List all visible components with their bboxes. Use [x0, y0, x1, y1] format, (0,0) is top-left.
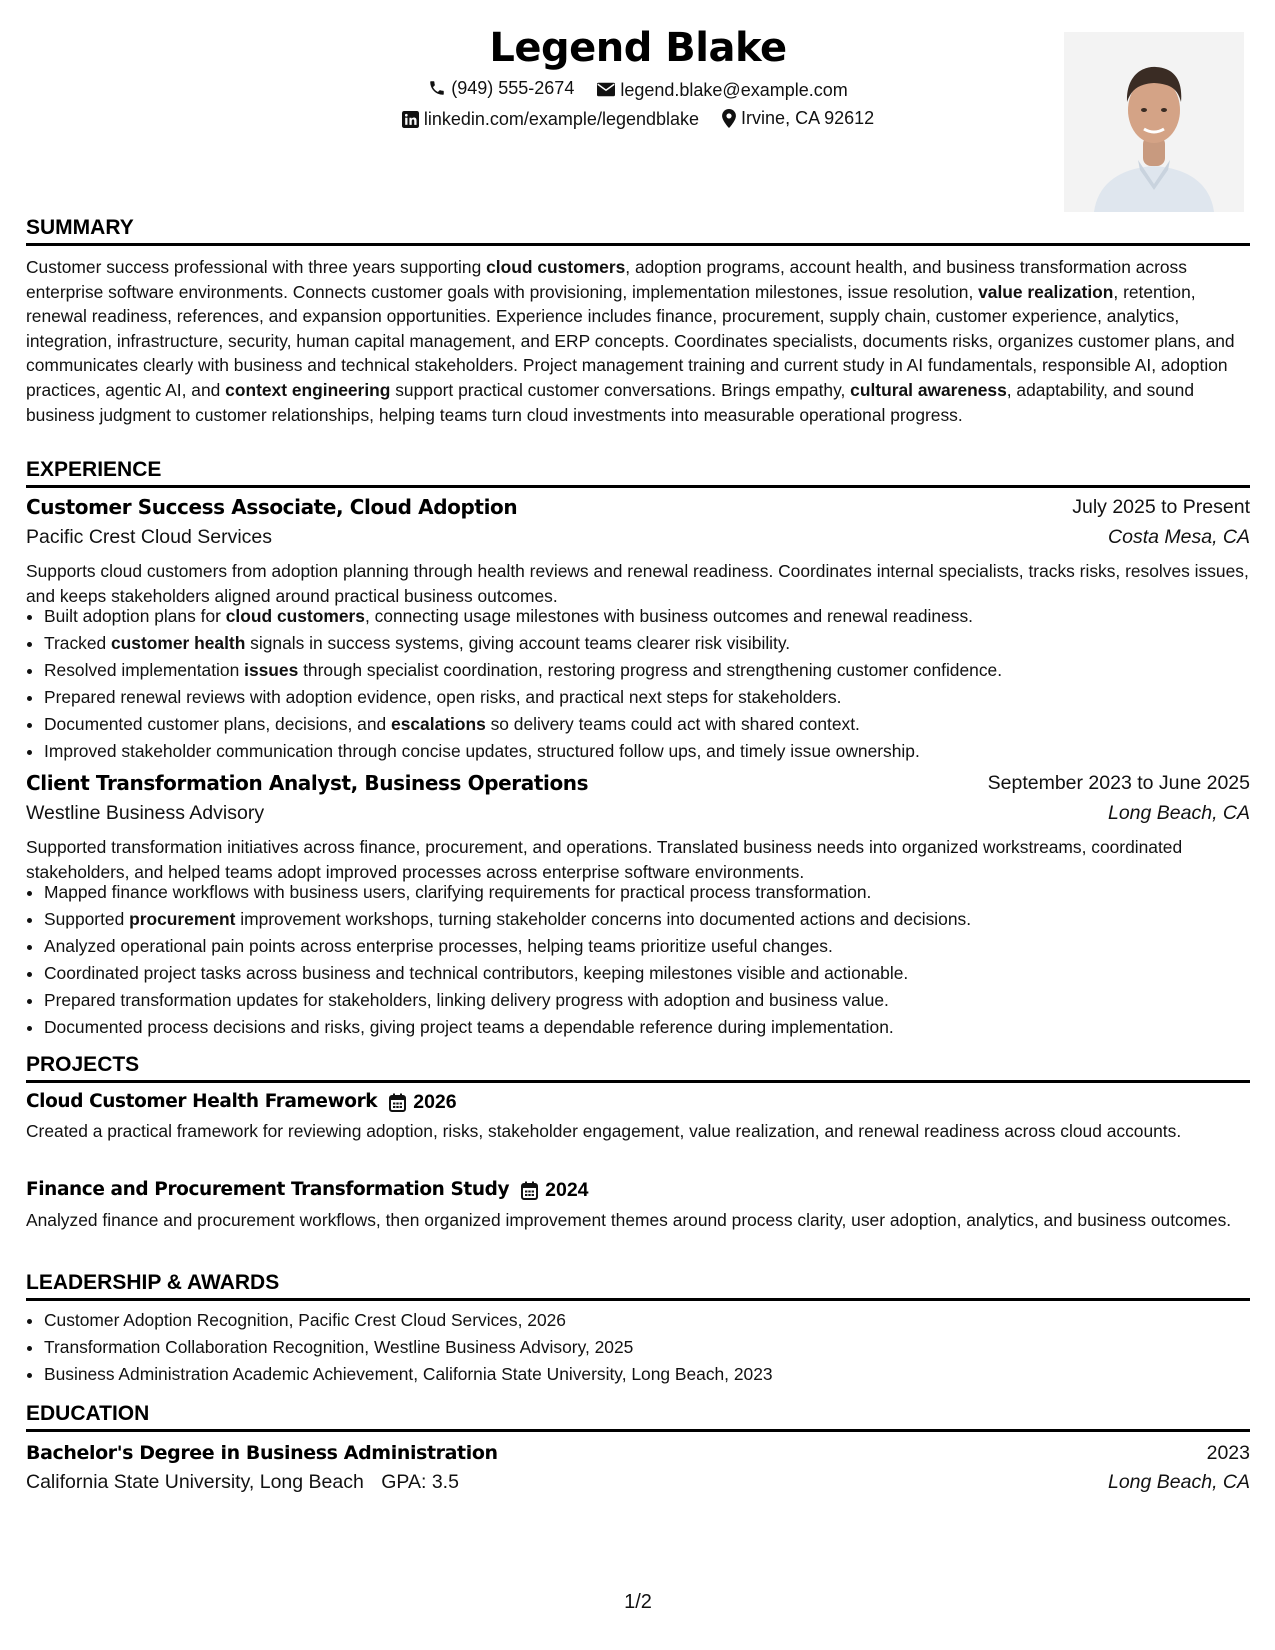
location-text: Irvine, CA 92612 — [741, 108, 875, 128]
text-run: , connecting usage milestones with business outcomes and renewal readiness. — [364, 606, 973, 626]
degree-year: 2023 — [1206, 1442, 1250, 1464]
text-run: improvement workshops, turning stakeholder concerns into documented actions and decisions. — [235, 909, 972, 929]
project-title: Cloud Customer Health Framework — [26, 1091, 378, 1112]
school-name: California State University, Long Beach — [26, 1471, 364, 1493]
gpa: GPA: 3.5 — [381, 1471, 459, 1493]
text-run: Improved stakeholder communication through concise updates, structured follow ups, and timely issue ownership. — [44, 741, 920, 761]
bold-keyword: procurement — [129, 909, 236, 929]
text-run: so delivery teams could act with shared context. — [485, 714, 860, 734]
bullet-item — [44, 933, 1268, 960]
job-dates: July 2025 to Present — [1072, 496, 1250, 518]
job-location: Costa Mesa, CA — [1108, 526, 1250, 548]
job-description: Supported transformation initiatives across finance, procurement, and operations. Translated business needs into organized workstreams, coordinated stakeholders, and helped teams adopt improved processes across enterprise software environments. — [26, 837, 1183, 882]
text-run: Documented customer plans, decisions, and — [44, 714, 392, 734]
education-school-row — [26, 1468, 1250, 1496]
job-dates: September 2023 to June 2025 — [987, 772, 1250, 794]
bold-keyword: customer health — [111, 633, 246, 653]
text-run: , adoption programs, account health, and business transformation across enterprise software environments. Connects customer goals with provisioning, implementation milestones, issue resolution, — [26, 257, 1187, 302]
bullet-item — [44, 630, 1268, 657]
section-heading-projects: PROJECTS — [26, 1052, 1250, 1083]
location-item — [722, 106, 874, 130]
bullet-item — [44, 684, 1268, 711]
project-year: 2026 — [413, 1091, 457, 1113]
bullet-item — [44, 711, 1268, 738]
text-run: Analyzed operational pain points across enterprise processes, helping teams prioritize useful changes. — [44, 936, 833, 956]
bold-keyword: value realization — [978, 281, 1114, 302]
envelope-icon — [597, 82, 615, 97]
profile-photo — [1064, 32, 1244, 212]
email-item[interactable] — [597, 78, 847, 102]
linkedin-item[interactable] — [402, 107, 699, 131]
bullet-item — [44, 879, 1268, 906]
email-text: legend.blake@example.com — [620, 79, 848, 100]
text-run: signals in success systems, giving account teams clearer risk visibility. — [245, 633, 791, 653]
award-item: • Transformation Collaboration Recognition, Westline Business Advisory, 2025 — [44, 1334, 1268, 1361]
phone-item[interactable] — [428, 76, 574, 100]
bold-keyword: cloud customers — [486, 257, 626, 277]
section-heading-leadership: LEADERSHIP & AWARDS — [26, 1270, 1250, 1301]
job-1-title-row — [26, 493, 1250, 521]
job-2-title-row — [26, 769, 1250, 797]
bullet-item — [44, 1014, 1268, 1041]
bold-keyword: context engineering — [225, 379, 391, 400]
bold-keyword: issues — [244, 660, 299, 680]
project-year: 2024 — [545, 1179, 589, 1201]
text-run: Tracked — [44, 633, 112, 653]
award-item: • Business Administration Academic Achievement, California State University, Long Beach, 2023 — [44, 1361, 1268, 1388]
text-run: Coordinated project tasks across business and technical contributors, keeping milestones visible and actionable. — [44, 963, 909, 983]
job-company: Pacific Crest Cloud Services — [26, 526, 272, 548]
linkedin-icon — [402, 111, 419, 128]
candidate-name: Legend Blake — [489, 25, 787, 71]
text-run: , adaptability, and sound business judgment to customer relationships, helping teams turn cloud investments into measurable operational progress. — [26, 379, 1195, 425]
job-location: Long Beach, CA — [1107, 802, 1250, 824]
project-1-title-row — [26, 1089, 457, 1115]
linkedin-text: linkedin.com/example/legendblake — [423, 109, 700, 129]
job-company: Westline Business Advisory — [26, 802, 265, 824]
bullet-item — [44, 738, 1268, 765]
job-bullets — [26, 603, 1268, 765]
bold-keyword: escalations — [391, 714, 486, 734]
project-title: Finance and Procurement Transformation Study — [26, 1179, 510, 1200]
bullet-item — [44, 987, 1268, 1014]
section-heading-summary: SUMMARY — [26, 215, 1250, 246]
school-line — [26, 1468, 459, 1496]
job-1-company-row — [26, 523, 1250, 551]
text-run: Prepared renewal reviews with adoption evidence, open risks, and practical next steps for stakeholders. — [44, 687, 842, 707]
degree-title: Bachelor's Degree in Business Administration — [26, 1442, 498, 1464]
calendar-icon — [389, 1093, 406, 1112]
text-run: support practical customer conversations. Brings empathy, — [390, 379, 851, 400]
project-description: Analyzed finance and procurement workflows, then organized improvement themes around process clarity, user adoption, analytics, and business outcomes. — [26, 1210, 1232, 1230]
section-heading-education: EDUCATION — [26, 1401, 1250, 1432]
job-description: Supports cloud customers from adoption planning through health reviews and renewal readiness. Coordinates internal specialists, tracks risks, resolves issues, and keeps stakeholders aligned around practical business outcomes. — [26, 561, 1249, 606]
text-run: Documented process decisions and risks, giving project teams a dependable reference during implementation. — [44, 1017, 894, 1037]
job-title: Customer Success Associate, Cloud Adoption — [26, 495, 518, 519]
bold-keyword: cloud customers — [225, 606, 365, 626]
text-run: Supported — [44, 909, 130, 929]
text-run: Mapped finance workflows with business users, clarifying requirements for practical process transformation. — [44, 882, 872, 902]
phone-icon — [428, 79, 446, 97]
text-run: Built adoption plans for — [44, 606, 226, 626]
phone-text: (949) 555-2674 — [451, 78, 575, 98]
resume-page — [26, 0, 1250, 1650]
text-run: through specialist coordination, restoring progress and strengthening customer confidence. — [298, 660, 1003, 680]
project-description: Created a practical framework for reviewing adoption, risks, stakeholder engagement, value realization, and renewal readiness across cloud accounts. — [26, 1121, 1182, 1141]
award-item: • Customer Adoption Recognition, Pacific Crest Cloud Services, 2026 — [44, 1307, 1268, 1334]
job-title: Client Transformation Analyst, Business Operations — [26, 771, 589, 795]
leadership-list — [26, 1307, 1268, 1388]
section-heading-experience: EXPERIENCE — [26, 457, 1250, 488]
text-run: Resolved implementation — [44, 660, 245, 680]
bullet-item — [44, 657, 1268, 684]
bullet-item — [44, 603, 1268, 630]
text-run: Prepared transformation updates for stakeholders, linking delivery progress with adoption and business value. — [44, 990, 889, 1010]
education-degree-row — [26, 1439, 1250, 1467]
school-location: Long Beach, CA — [1107, 1471, 1250, 1493]
job-2-company-row — [26, 799, 1250, 827]
text-run: Customer success professional with three years supporting — [26, 257, 487, 277]
text-run: , retention, renewal readiness, references, and expansion opportunities. Experience includes finance, procurement, supply chain, customer experience, analytics, integration, infrastructure, security, human capital management, and ERP concepts. Coordinates specialists, documents risks, organizes customer plans, and communicates clearly with business and technical stakeholders. Project management training and current study in AI fundamentals, responsible AI, adoption practices, agentic AI, and — [26, 281, 1235, 400]
bullet-item — [44, 906, 1268, 933]
bullet-item — [44, 960, 1268, 987]
project-2-title-row — [26, 1177, 589, 1203]
summary-text — [26, 255, 1250, 427]
calendar-icon — [521, 1181, 538, 1200]
job-bullets — [26, 879, 1268, 1041]
bold-keyword: cultural awareness — [850, 379, 1007, 400]
map-pin-icon — [722, 109, 736, 128]
portrait-illustration — [1064, 32, 1244, 212]
page-number: 1/2 — [624, 1591, 652, 1613]
